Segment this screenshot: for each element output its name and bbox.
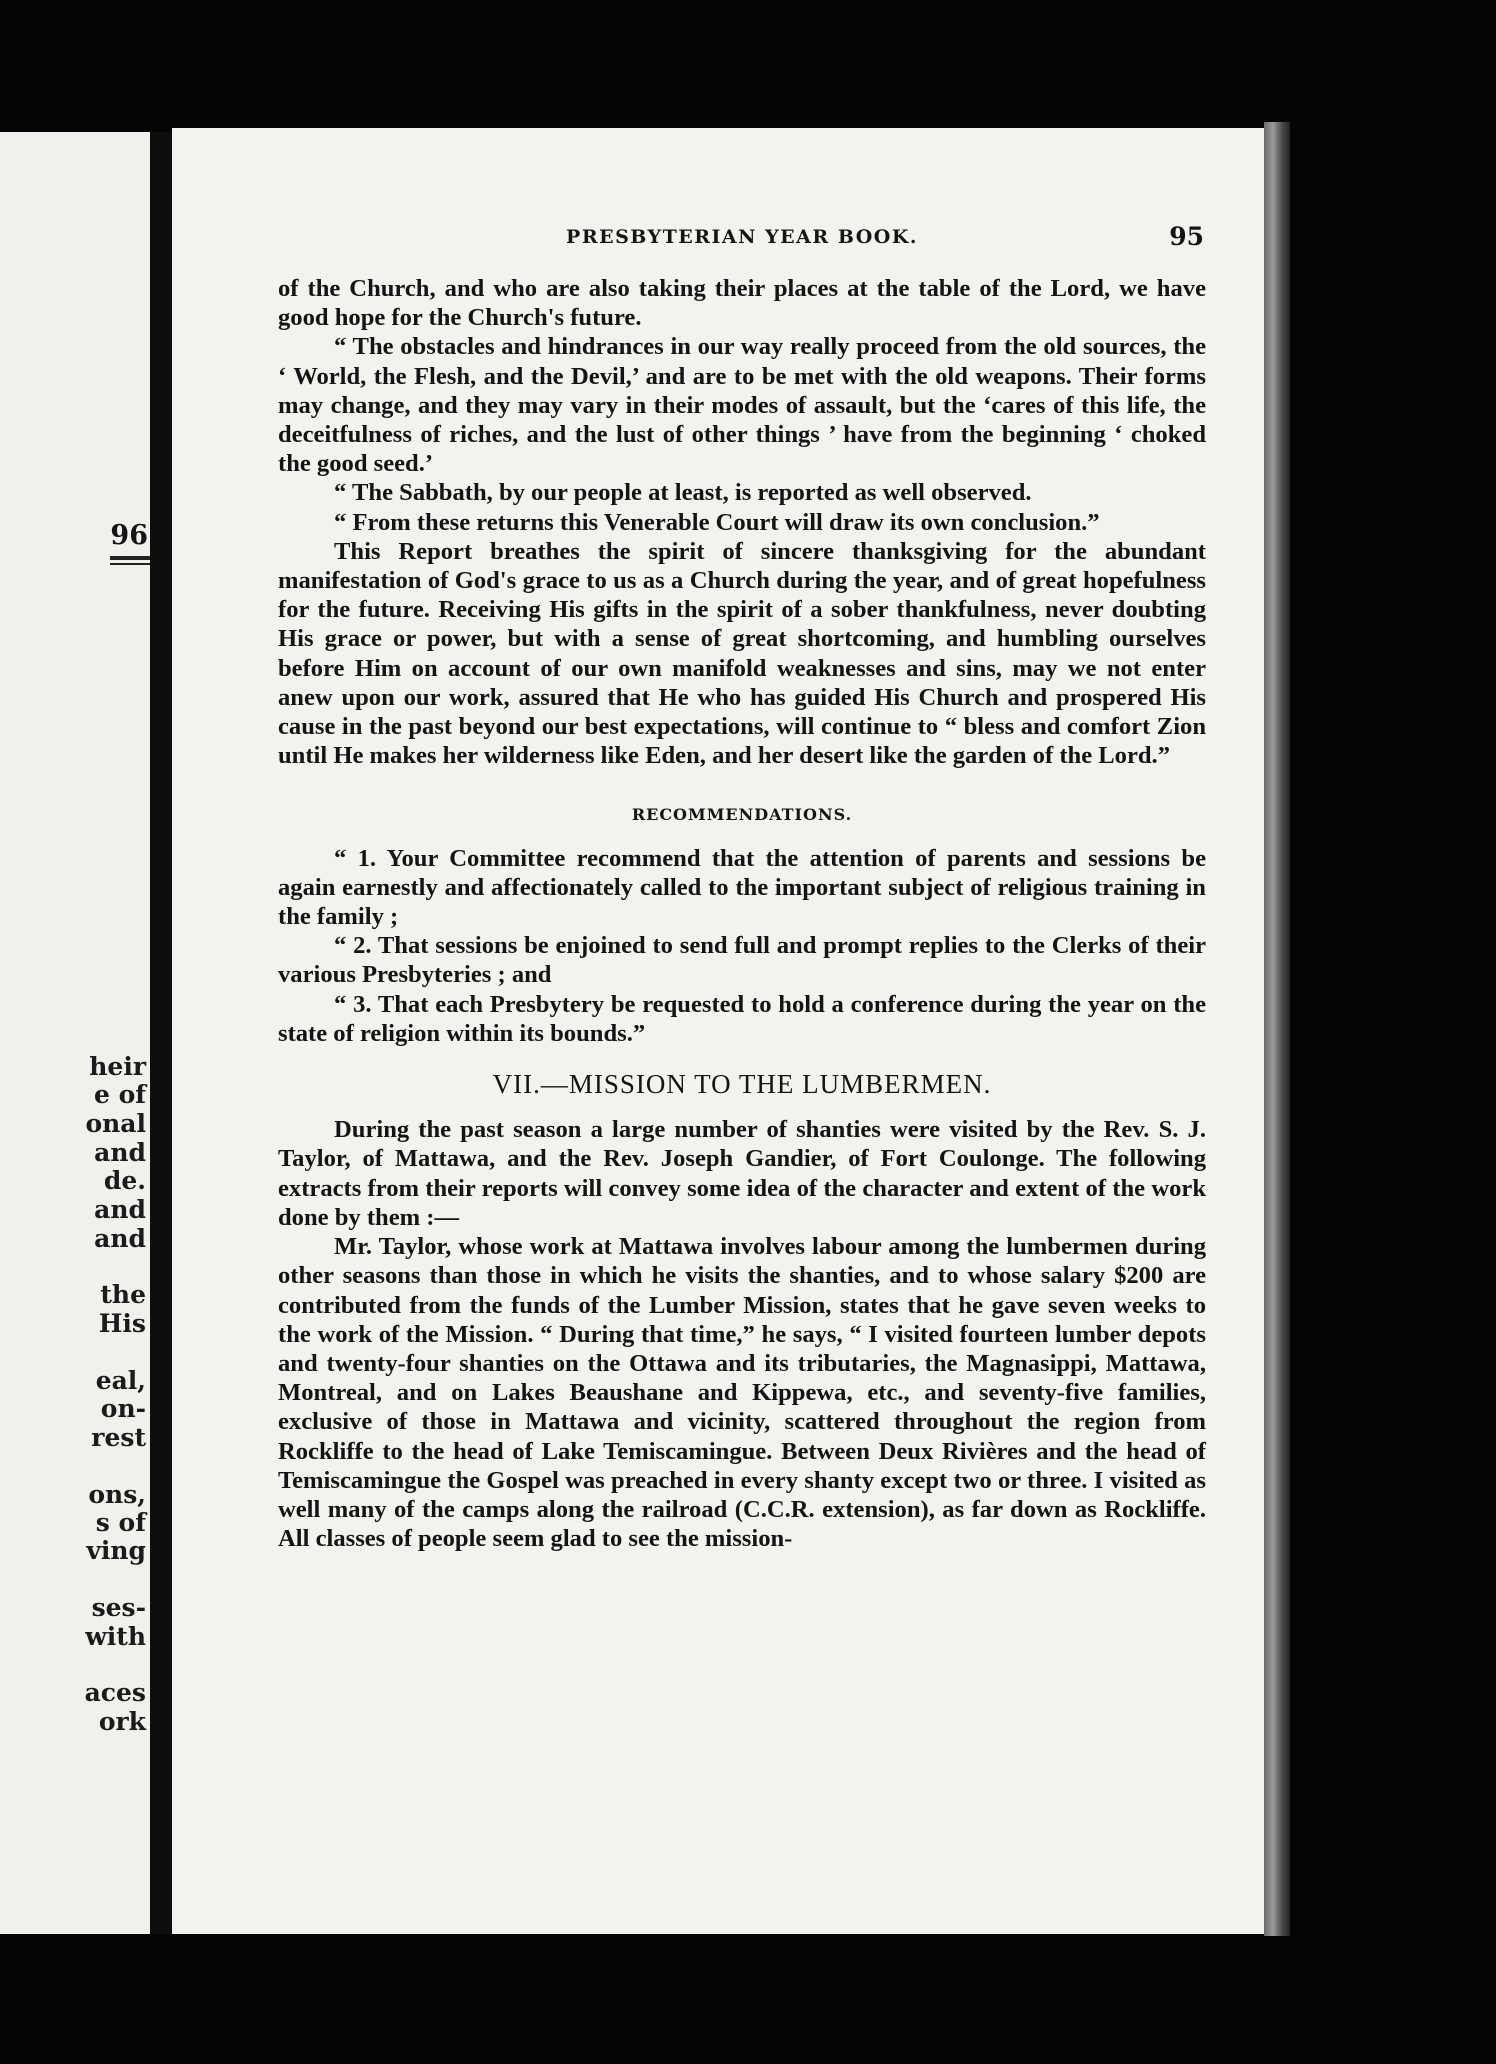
previous-page-line-fragment: ons, [88, 1480, 146, 1509]
paragraph: Mr. Taylor, whose work at Mattawa involves labour among the lumbermen during other seasons than those in which he visits the shanties, and to whose salary $200 are contributed from the funds of the Lumber Mission, states that he gave seven weeks to the work of the Mission. “ During that time,” he says, “ I visited fourteen lumber depots and twenty-four shanties on the Ottawa and its tributaries, the Magnasippi, Mattawa, Montreal, and on Lakes Beaushane and Kippewa, etc., and seventy-five families, exclusive of those in Mattawa and vicinity, scattered throughout the region from Rockliffe to the head of Lake Temiscamingue. Between Deux Rivières and the head of Temiscamingue the Gospel was preached in every shanty except two or three. I visited as well many of the camps along the railroad (C.C.R. extension), as far down as Rockliffe. All classes of people seem glad to see the mission- [278, 1233, 1206, 1553]
previous-page-line-fragment: with [85, 1622, 146, 1651]
paragraph: During the past season a large number of shanties were visited by the Rev. S. J. Taylor, of Mattawa, and the Rev. Joseph Gandier, of Fort Coulonge. The following extracts from their reports will convey some idea of the character and extent of the work done by them :— [278, 1116, 1206, 1231]
previous-page-line-fragment: ses- [91, 1593, 146, 1622]
paragraph: “ From these returns this Venerable Court will draw its own conclusion.” [334, 508, 1100, 536]
previous-page-line-fragment: e of [93, 1080, 146, 1109]
previous-page-header-rule [110, 556, 150, 560]
recommendation-item: “ 3. That each Presbytery be requested to hold a conference during the year on the state of religion within its bounds.” [278, 990, 1206, 1047]
previous-page-line-fragment: rest [91, 1423, 146, 1452]
recommendation-item: “ 1. Your Committee recommend that the attention of parents and sessions be again earnestly and affectionately called to the important subject of religious training in the family ; [278, 844, 1206, 931]
previous-page-line-fragment: aces [84, 1678, 146, 1707]
previous-page-line-fragment: eal, [95, 1366, 146, 1395]
running-head [280, 222, 1204, 260]
previous-page-number-fragment: 96 [110, 520, 148, 551]
paragraph: “ The Sabbath, by our people at least, is reported as well observed. [334, 479, 1032, 507]
previous-page-line-fragment: heir [89, 1052, 146, 1081]
previous-page-line-fragment: ork [98, 1707, 146, 1736]
previous-page-line-fragment: on- [100, 1394, 146, 1423]
recommendation-item: “ 2. That sessions be enjoined to send full and prompt replies to the Clerks of their various Presbyteries ; and [278, 932, 1206, 989]
paragraph: This Report breathes the spirit of sincere thanksgiving for the abundant manifestation of God's grace to us as a Church during the year, and of great hopefulness for the future. Receiving His gifts in the spirit of a sober thankfulness, never doubting His grace or power, but with a sense of great shortcoming, and humbling ourselves before Him on account of our own manifold weaknesses and sins, may we not enter anew upon our work, assured that He who has guided His Church and prospered His cause in the past beyond our best expectations, will continue to “ bless and comfort Zion until He makes her wilderness like Eden, and her desert like the garden of the Lord.” [278, 537, 1206, 770]
recommendations-heading: RECOMMENDATIONS. [631, 805, 853, 825]
previous-page-line-fragment: de. [103, 1166, 146, 1195]
paragraph: “ The obstacles and hindrances in our way really proceed from the old sources, the ‘ World, the Flesh, and the Devil,’ and are to be met with the old weapons. Their forms may change, and they may vary in their modes of assault, but the ‘cares of this life, the deceitfulness of riches, and the lust of other things ’ have from the beginning ‘ choked the good seed.’ [278, 333, 1206, 478]
previous-page-line-fragment: and [94, 1224, 146, 1253]
previous-page-edge [0, 132, 150, 1934]
page-number: 95 [1169, 222, 1204, 251]
previous-page-header-rule-thin [110, 563, 150, 565]
section-heading: VII.—MISSION TO THE LUMBERMEN. [492, 1069, 992, 1100]
previous-page-line-fragment: the [100, 1280, 146, 1309]
running-head-title: PRESBYTERIAN YEAR BOOK. [566, 226, 918, 248]
previous-page-line-fragment: His [98, 1309, 146, 1338]
paragraph: of the Church, and who are also taking their places at the table of the Lord, we have good hope for the Church's future. [278, 275, 1206, 332]
previous-page-line-fragment: ving [86, 1536, 146, 1565]
page-body [278, 274, 1206, 1553]
previous-page-line-fragment: and [94, 1195, 146, 1224]
book-page [172, 128, 1264, 1934]
previous-page-line-fragment: s of [95, 1508, 146, 1537]
previous-page-line-fragment: onal [85, 1109, 146, 1138]
book-gutter [150, 132, 172, 1934]
page-stack-edge [1264, 122, 1290, 1936]
previous-page-line-fragment: and [94, 1138, 146, 1167]
